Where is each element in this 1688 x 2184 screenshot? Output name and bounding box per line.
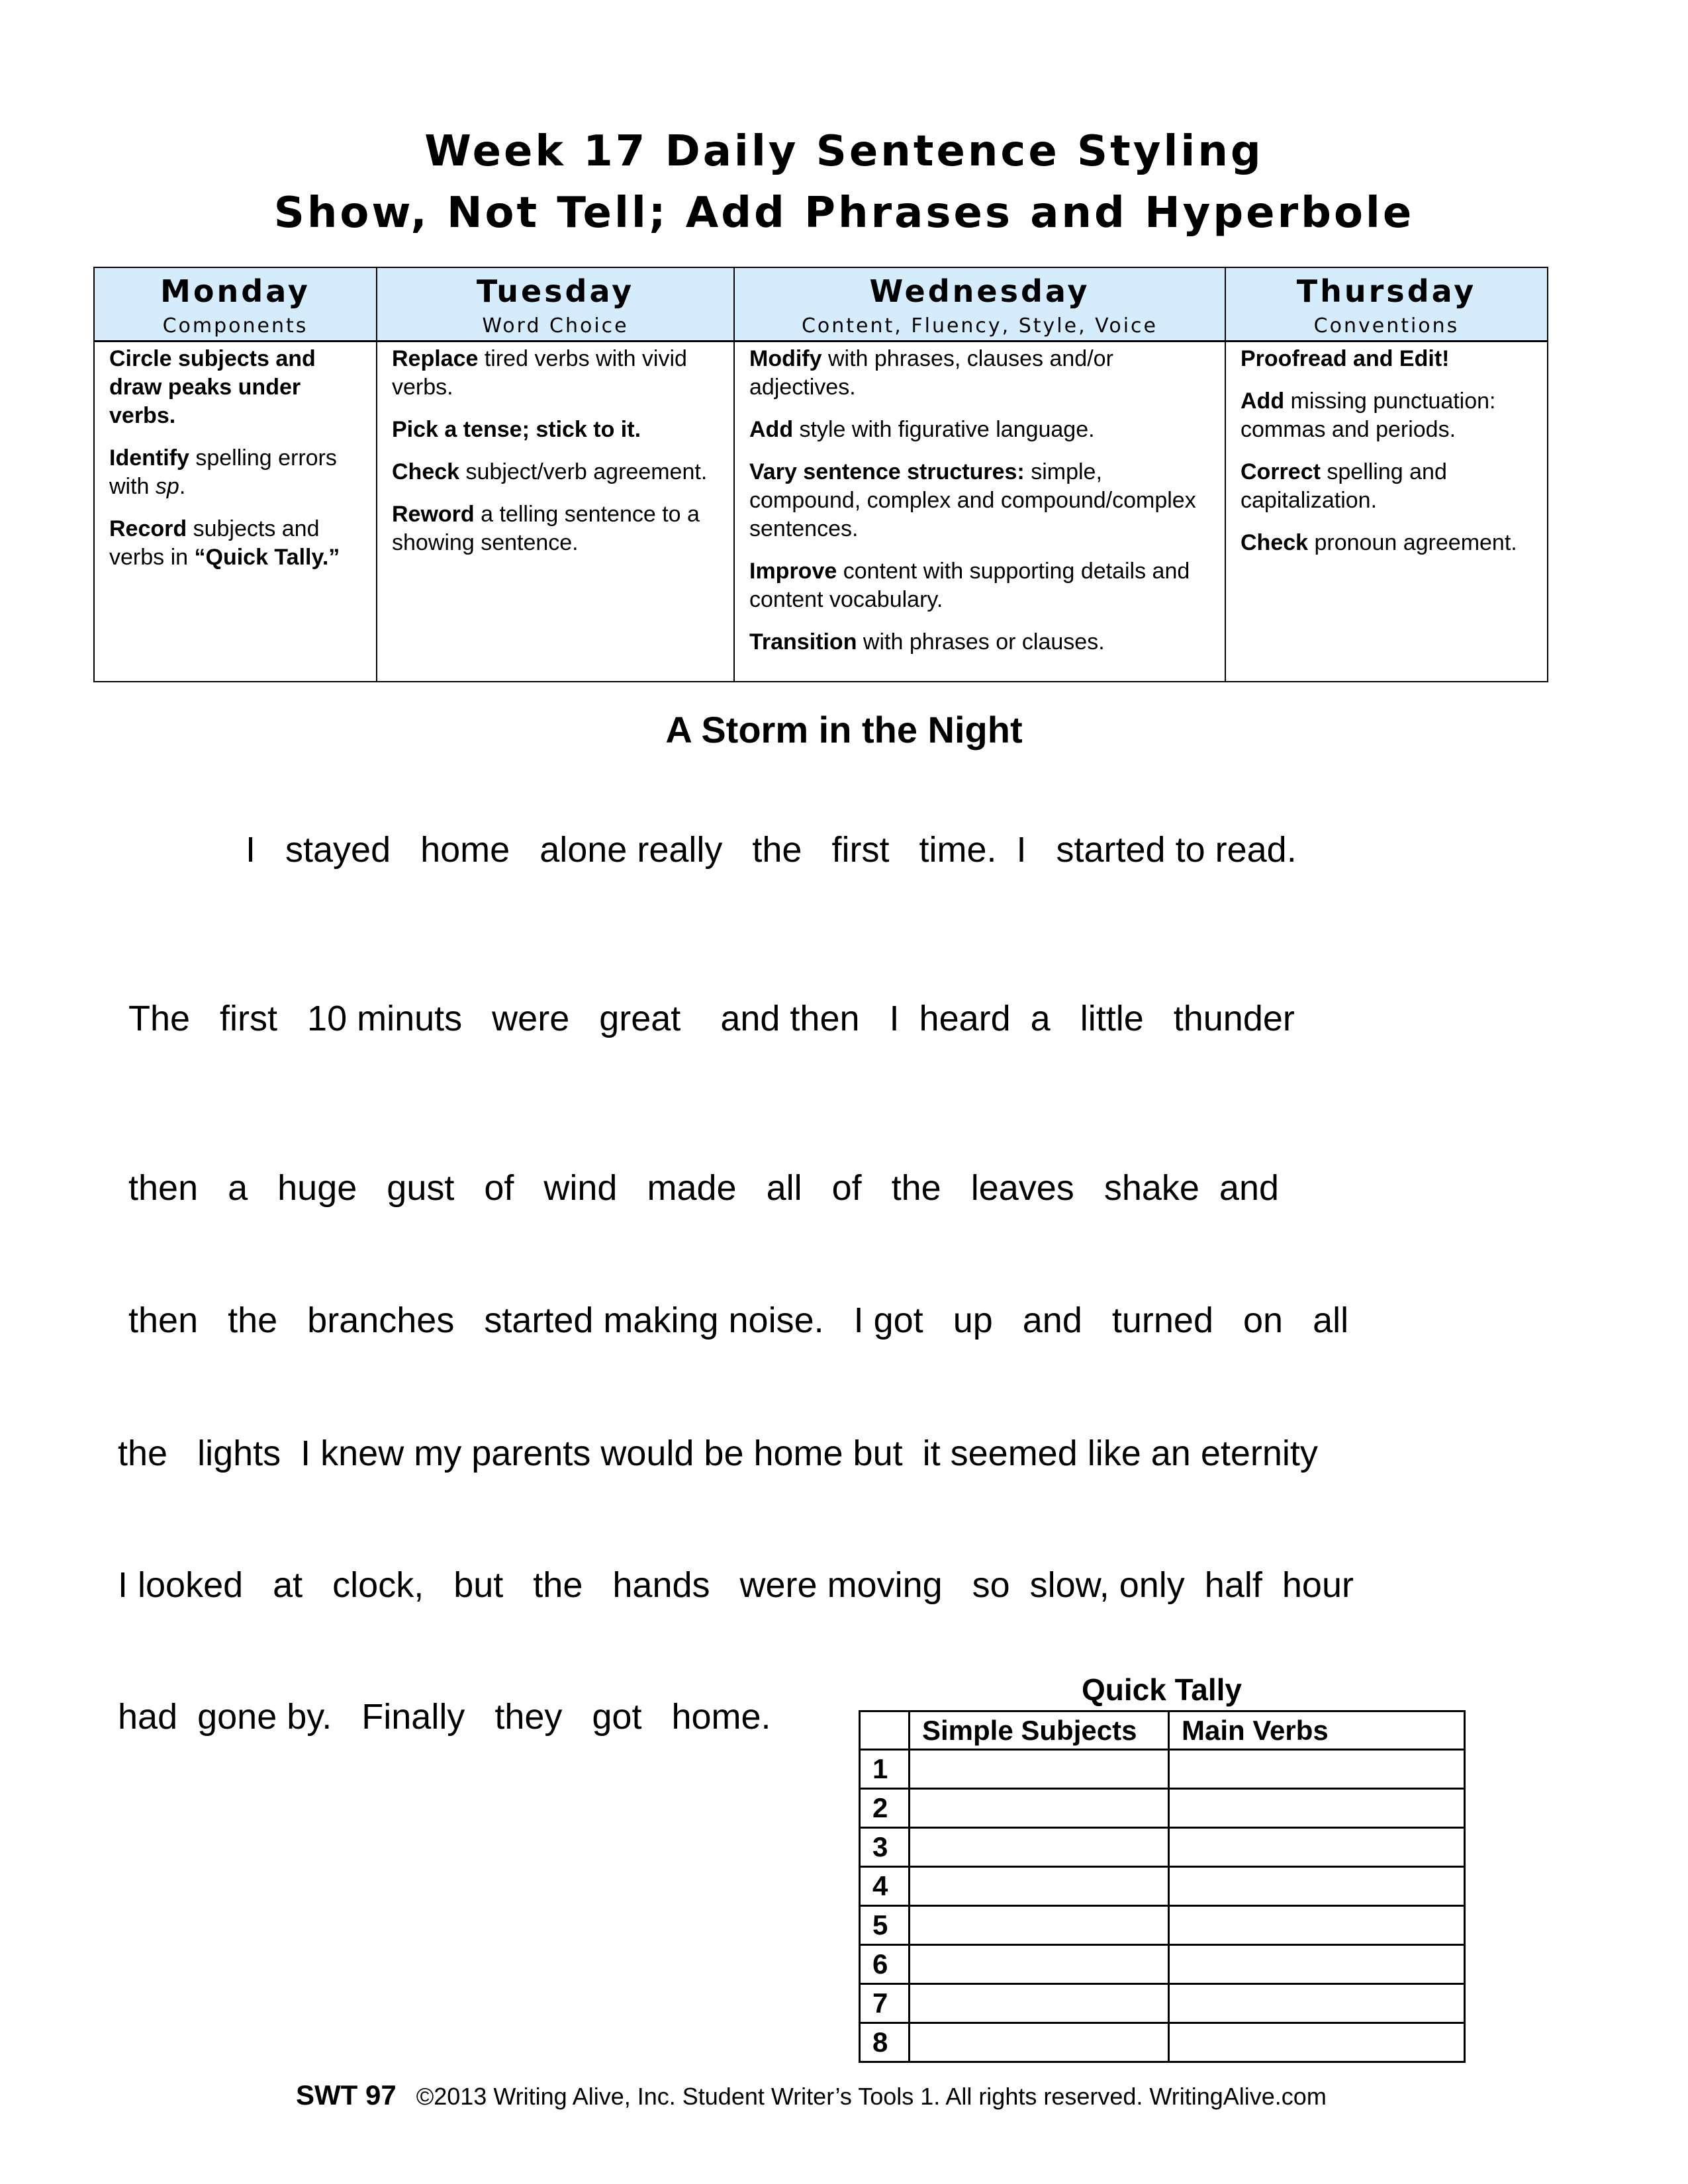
subject-cell[interactable] [910,1789,1169,1828]
story-line: The first 10 minuts were great and then I heard a little thunder [128,999,1295,1038]
tuesday-header [377,267,734,341]
table-row [860,1750,1465,1789]
verb-cell[interactable] [1169,1750,1465,1789]
monday-header [94,267,377,341]
skills-table [93,267,1548,682]
table-row [860,1984,1465,2023]
task-item: Transition with phrases or clauses. [749,629,1105,655]
story-line: then a huge gust of wind made all of the leaves shake and [128,1168,1280,1208]
task-item: Correct spelling and capitalization. [1241,459,1447,513]
tally-header-number [860,1711,910,1750]
footer [296,2079,1327,2111]
story-line: the lights I knew my parents would be home but it seemed like an eternity [118,1433,1318,1473]
story-title: A Storm in the Night [665,709,1023,751]
day-label: Wednesday [869,273,1090,309]
thursday-tasks [1225,341,1548,682]
tally-header-subjects: Simple Subjects [910,1711,1169,1750]
story-line: I looked at clock, but the hands were moving so slow, only half hour [118,1565,1354,1605]
verb-cell[interactable] [1169,1984,1465,2023]
row-number: 5 [860,1906,910,1945]
table-row [860,1945,1465,1984]
task-item: Pick a tense; stick to it. [392,417,641,442]
footer-copyright: ©2013 Writing Alive, Inc. Student Writer’s Tools 1. All rights reserved. WritingAlive.com [416,2083,1327,2110]
subject-cell[interactable] [910,2023,1169,2062]
tally-header-verbs: Main Verbs [1169,1711,1465,1750]
focus-label: Conventions [1313,314,1460,338]
table-row [860,1789,1465,1828]
row-number: 1 [860,1750,910,1789]
quick-tally-table [859,1710,1466,2063]
story-line: I stayed home alone really the first time. I started to read. [246,830,1297,870]
day-label: Thursday [1296,273,1477,309]
day-label: Monday [160,273,310,309]
task-item: Improve content with supporting details and content vocabulary. [749,559,1190,612]
task-item: Modify with phrases, clauses and/or adjectives. [749,346,1113,400]
focus-label: Components [162,314,308,338]
thursday-header [1225,267,1548,341]
task-item: Check pronoun agreement. [1241,530,1517,555]
day-label: Tuesday [476,273,635,309]
row-number: 2 [860,1789,910,1828]
task-item: Circle subjects and draw peaks under verbs. [109,346,316,428]
table-row [860,1828,1465,1867]
tally-header-row [860,1711,1465,1750]
page-title: Week 17 Daily Sentence Styling [424,127,1264,176]
task-item: Vary sentence structures: simple, compound, complex and compound/complex sentences. [749,459,1196,541]
verb-cell[interactable] [1169,1789,1465,1828]
row-number: 8 [860,2023,910,2062]
task-item: Add style with figurative language. [749,417,1095,442]
subject-cell[interactable] [910,1867,1169,1906]
task-item: Identify spelling errors with sp. [109,445,337,499]
task-item: Proofread and Edit! [1241,346,1450,371]
table-row [860,2023,1465,2062]
subject-cell[interactable] [910,1750,1169,1789]
verb-cell[interactable] [1169,1828,1465,1867]
verb-cell[interactable] [1169,1867,1465,1906]
focus-label: Content, Fluency, Style, Voice [801,314,1158,338]
verb-cell[interactable] [1169,1906,1465,1945]
row-number: 7 [860,1984,910,2023]
quick-tally-title: Quick Tally [1081,1672,1243,1707]
wednesday-tasks [734,341,1225,682]
focus-label: Word Choice [482,314,629,338]
row-number: 6 [860,1945,910,1984]
table-row [860,1906,1465,1945]
subject-cell[interactable] [910,1828,1169,1867]
verb-cell[interactable] [1169,1945,1465,1984]
story-line: had gone by. Finally they got home. [118,1697,771,1737]
row-number: 3 [860,1828,910,1867]
task-item: Check subject/verb agreement. [392,459,708,484]
task-item: Replace tired verbs with vivid verbs. [392,346,687,400]
monday-tasks [94,341,377,682]
story-line: then the branches started making noise. I got up and turned on all [128,1300,1349,1340]
wednesday-header [734,267,1225,341]
tuesday-tasks [377,341,734,682]
verb-cell[interactable] [1169,2023,1465,2062]
task-item: Reword a telling sentence to a showing sentence. [392,502,700,555]
row-number: 4 [860,1867,910,1906]
page-subtitle: Show, Not Tell; Add Phrases and Hyperbole [273,189,1415,238]
subject-cell[interactable] [910,1984,1169,2023]
footer-code: SWT 97 [296,2079,397,2111]
task-item: Record subjects and verbs in “Quick Tally.” [109,516,340,570]
table-row [860,1867,1465,1906]
subject-cell[interactable] [910,1945,1169,1984]
subject-cell[interactable] [910,1906,1169,1945]
task-item: Add missing punctuation: commas and periods. [1241,388,1496,442]
